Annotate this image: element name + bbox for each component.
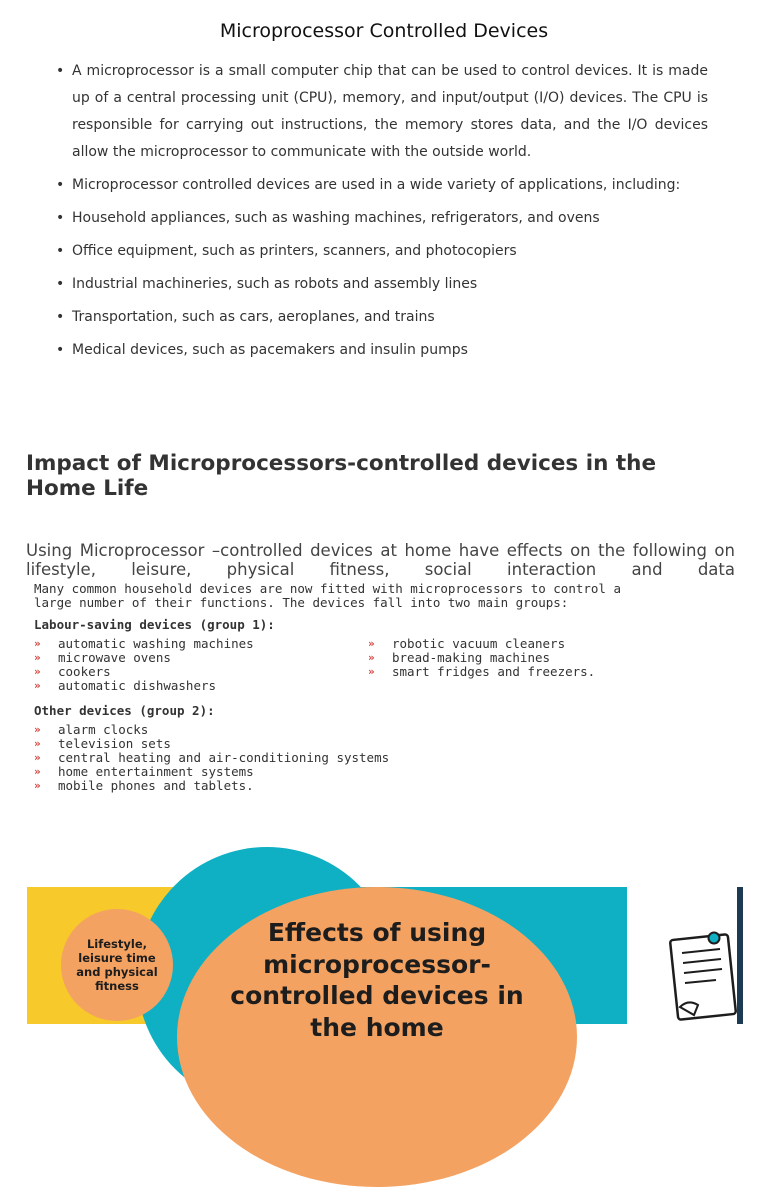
- book-excerpt: [34, 582, 734, 793]
- group1-list-left: [34, 637, 368, 693]
- list-item: [34, 751, 734, 765]
- chevron-icon: »: [34, 723, 41, 736]
- list-item-text: alarm clocks: [58, 722, 149, 737]
- bullet-text: Office equipment, such as printers, scanners, and photocopiers: [72, 243, 517, 259]
- list-item: [368, 637, 698, 651]
- group1-heading: Labour-saving devices (group 1):: [34, 617, 275, 632]
- bullet-dot: •: [56, 177, 65, 193]
- chevron-icon: »: [34, 737, 41, 750]
- chevron-icon: »: [34, 765, 41, 778]
- bullet-dot: •: [56, 309, 65, 325]
- bullet-dot: •: [56, 63, 65, 79]
- group1-columns: [34, 633, 734, 693]
- list-item-text: central heating and air-conditioning systems: [58, 750, 390, 765]
- bullet-item: [56, 304, 708, 331]
- list-item: [34, 723, 734, 737]
- lifestyle-circle: [61, 909, 173, 1021]
- lifestyle-label: Lifestyle, leisure time and physical fitness: [76, 937, 158, 993]
- bullet-text: A microprocessor is a small computer chip that can be used to control devices. It is made up of a central processing unit (CPU), memory, and input/output (I/O) devices. The CPU is responsible for carrying out instructions, the memory stores data, and the I/O devices allow the microprocessor to communicate with the outside world.: [72, 63, 708, 160]
- intro-paragraph: Using Microprocessor –controlled devices at home have effects on the following on lifestyle, leisure, physical fitness, social interaction and data: [26, 541, 735, 579]
- list-item: [368, 665, 698, 679]
- list-item: [34, 737, 734, 751]
- bullet-text: Transportation, such as cars, aeroplanes, and trains: [72, 309, 435, 325]
- chevron-icon: »: [34, 637, 41, 650]
- chevron-icon: »: [34, 651, 41, 664]
- bullet-dot: •: [56, 243, 65, 259]
- chevron-icon: »: [34, 779, 41, 792]
- list-item-text: robotic vacuum cleaners: [392, 636, 566, 651]
- list-item: [34, 765, 734, 779]
- list-item-text: home entertainment systems: [58, 764, 254, 779]
- chevron-icon: »: [368, 651, 375, 664]
- list-item: [34, 779, 734, 793]
- list-item-text: mobile phones and tablets.: [58, 778, 254, 793]
- bullet-item: [56, 172, 708, 199]
- chevron-icon: »: [368, 665, 375, 678]
- bullet-item: [56, 238, 708, 265]
- list-item: [34, 665, 368, 679]
- list-item-text: bread-making machines: [392, 650, 551, 665]
- chevron-icon: »: [34, 679, 41, 692]
- bullet-text: Medical devices, such as pacemakers and insulin pumps: [72, 342, 468, 358]
- bullet-dot: •: [56, 276, 65, 292]
- chevron-icon: »: [34, 665, 41, 678]
- list-item-text: automatic washing machines: [58, 636, 254, 651]
- bullet-text: Microprocessor controlled devices are used in a wide variety of applications, including:: [72, 177, 681, 193]
- list-item: [34, 679, 368, 693]
- list-item-text: microwave ovens: [58, 650, 171, 665]
- infographic-title: Effects of using microprocessor-controlled devices in the home: [230, 918, 524, 1042]
- bullet-item: [56, 205, 708, 232]
- bullet-text: Industrial machineries, such as robots and assembly lines: [72, 276, 478, 292]
- chevron-icon: »: [34, 751, 41, 764]
- effects-infographic: [27, 887, 743, 1042]
- list-item: [368, 651, 698, 665]
- bullet-item: [56, 337, 708, 364]
- list-item-text: automatic dishwashers: [58, 678, 217, 693]
- impact-heading: Impact of Microprocessors-controlled devices in the Home Life: [26, 451, 657, 501]
- list-item-text: cookers: [58, 664, 111, 679]
- bullet-text: Household appliances, such as washing machines, refrigerators, and ovens: [72, 210, 600, 226]
- chevron-icon: »: [368, 637, 375, 650]
- group2-list: [34, 723, 734, 793]
- list-item-text: television sets: [58, 736, 171, 751]
- group2-heading: Other devices (group 2):: [34, 703, 215, 718]
- book-intro: Many common household devices are now fitted with microprocessors to control a large number of their functions. The devices fall into two main groups:: [34, 581, 621, 610]
- clipboard-icon: [668, 929, 738, 1024]
- bullet-item: [56, 271, 708, 298]
- list-item: [34, 637, 368, 651]
- bullet-dot: •: [56, 210, 65, 226]
- bullet-dot: •: [56, 342, 65, 358]
- bullet-list: [56, 58, 708, 370]
- bullet-item: [56, 58, 708, 166]
- list-item-text: smart fridges and freezers.: [392, 664, 596, 679]
- group1-list-right: [368, 637, 698, 693]
- page-title: Microprocessor Controlled Devices: [219, 20, 549, 42]
- list-item: [34, 651, 368, 665]
